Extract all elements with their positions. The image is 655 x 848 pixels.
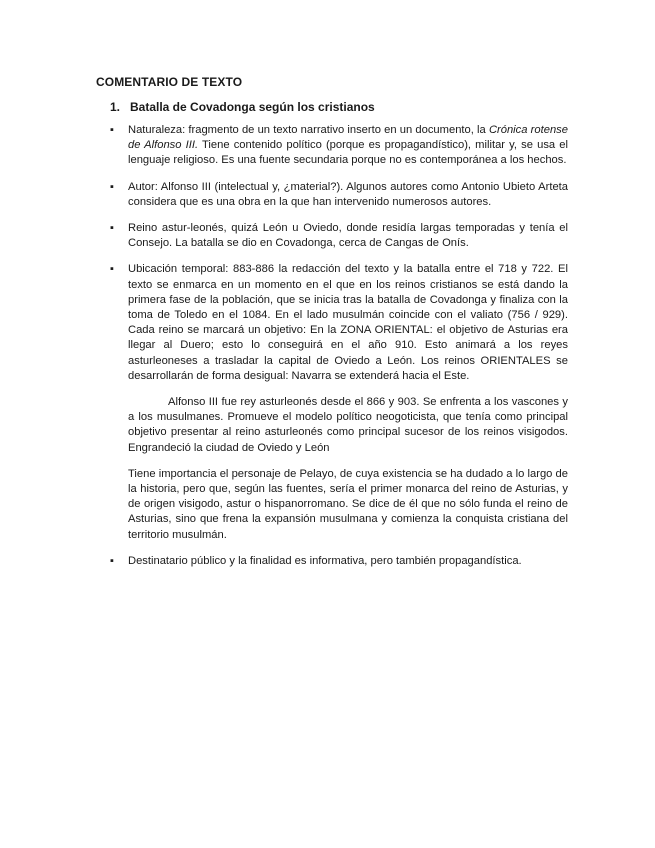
bullet-text: Destinatario público y la finalidad es informativa, pero también propagandística. [128,554,522,567]
bullet-text: Reino astur-leonés, quizá León u Oviedo, donde residía largas temporadas y tenía el Consejo. La batalla se dio en Covadonga, cerca de Cangas de Onís. [128,222,568,250]
section-heading [110,100,375,114]
bullet-text: Tiene contenido político (porque es propagandístico), militar y, se usa el lenguaje religioso. Es una fuente secundaria porque no es contemporánea a los hechos. [128,139,568,167]
bullet-italic-title: Crónica rotense de Alfonso III. [128,124,568,152]
section-heading-text: Batalla de Covadonga según los cristianos [130,100,375,114]
bullet-text: Autor: Alfonso III (intelectual y, ¿material?). Algunos autores como Antonio Ubieto Arteta considera que es una obra en la que han intervenido numerosos autores. [128,180,568,208]
section-number: 1. [110,100,121,114]
bullet-lugar [110,221,568,251]
bullet-list [110,123,568,580]
sub-paragraph-pelayo: Tiene importancia el personaje de Pelayo, de cuya existencia se ha dudado a lo largo de la historia, pero que, según las fuentes, sería el primer monarca del reino de Asturias, y de origen visigodo, astur o hispanorromano. Se dice de él que no sólo funda el reino de Asturias, sino que frena la expansión musulmana y comienza la conquista cristiana del territorio musulmán. [128,467,568,541]
bullet-autor [110,180,568,210]
bullet-ubicacion-temporal [110,262,568,542]
sub-paragraphs [128,395,568,543]
document-title: COMENTARIO DE TEXTO [96,75,243,89]
bullet-naturaleza [110,123,568,169]
bullet-text: Ubicación temporal: 883-886 la redacción del texto y la batalla entre el 718 y 722. El texto se enmarca en un momento en el que en los reinos cristianos se está dando la primera fase de la población, que se inicia tras la batalla de Covadonga y finaliza con la toma de Toledo en el 1084. En el lado musulmán coincide con el valiato (756 / 929). Cada reino se marcará un objetivo: En la ZONA ORIENTAL: el objetivo de Asturias era llegar al Duero; esto lo conseguirá en el año 910. Esto animará a los reyes asturleoneses a trasladar la capital de Oviedo a León. Los reinos ORIENTALES se desarrollarán de forma desigual: Navarra se extenderá hacia el Este. [128,263,568,382]
bullet-destinatario [110,554,568,569]
sub-paragraph-alfonso: Alfonso III fue rey asturleonés desde el 866 y 903. Se enfrenta a los vascones y a los musulmanes. Promueve el modelo político neogoticista, que tenía como principal objetivo presentar al reino asturleonés como principal sucesor de los reinos visigodos. Engrandeció la ciudad de Oviedo y León [128,396,568,454]
bullet-text: Naturaleza: fragmento de un texto narrativo inserto en un documento, la [128,124,489,136]
